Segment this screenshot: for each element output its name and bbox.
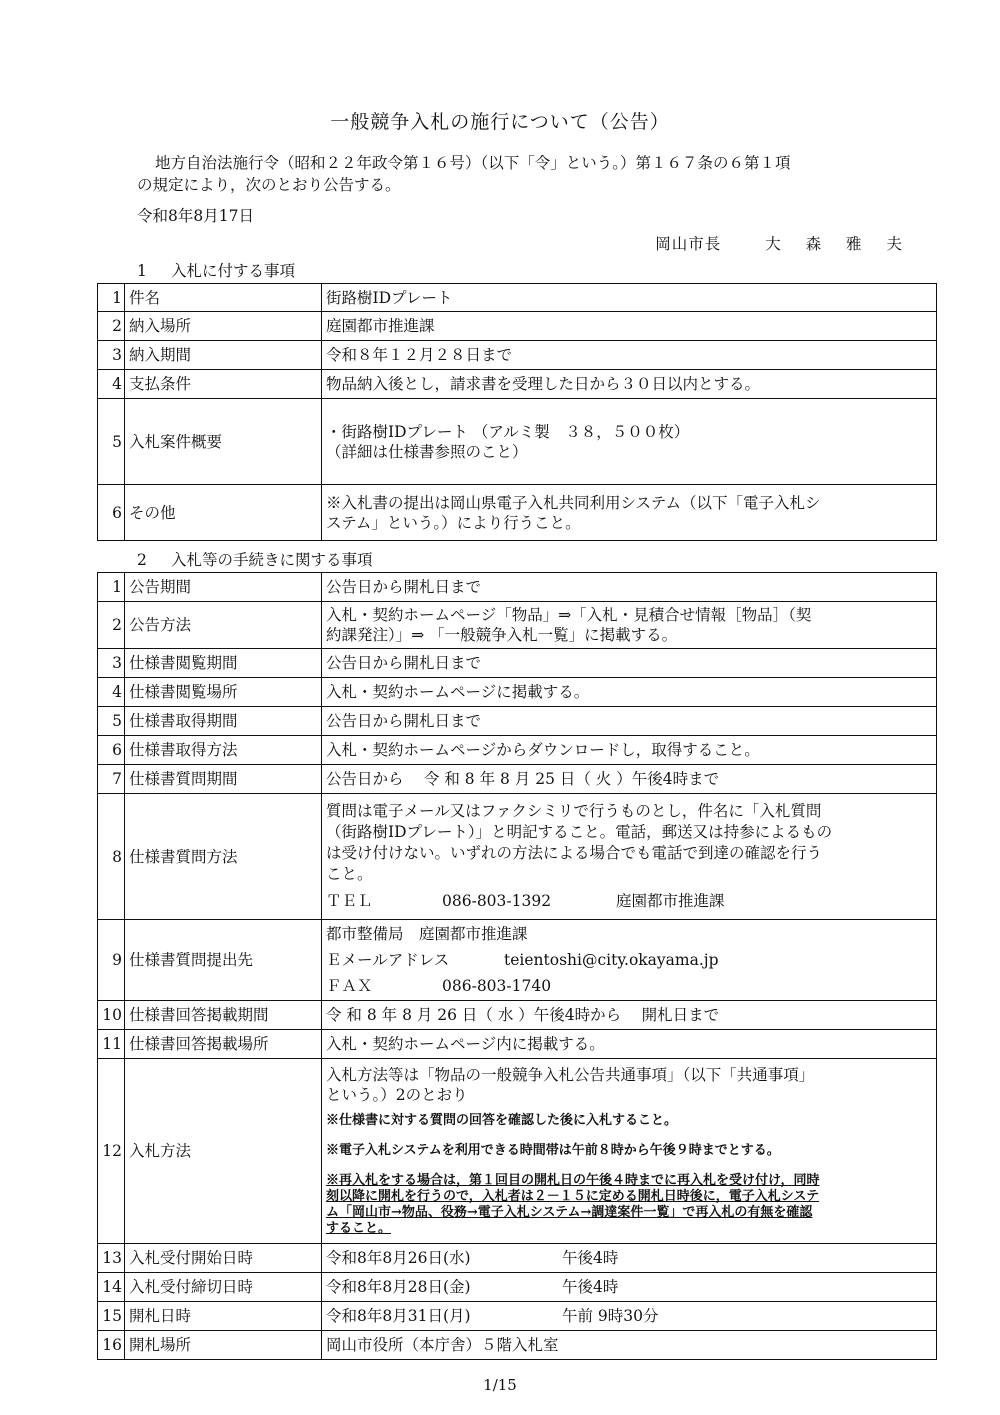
intro-line-2: の規定により，次のとおり公告する。 (137, 176, 401, 194)
row-number: 1 (98, 284, 125, 312)
row-label: 仕様書閲覧場所 (125, 678, 322, 707)
row-number: 11 (98, 1030, 125, 1059)
row-time: 午前 9時30分 (562, 1307, 659, 1325)
row-number: 6 (98, 736, 125, 765)
row-number: 5 (98, 399, 125, 485)
value-line: （街路樹IDプレート）」と明記すること。電話，郵送又は持参によるもの (326, 823, 833, 841)
row-number: 3 (98, 341, 125, 370)
table-row (98, 649, 937, 678)
table-row (98, 678, 937, 707)
row-number: 15 (98, 1302, 125, 1331)
note-line: ム「岡山市→物品、役務→電子入札システム→調達案件一覧」で再入札の有無を確認 (326, 1205, 813, 1220)
fax-label: ＦＡＸ (326, 977, 373, 995)
row-value: 物品納入後とし，請求書を受理した日から３０日以内とする。 (322, 370, 937, 399)
value-line: は受け付けない。いずれの方法による場合でも電話で到達の確認を行う (326, 844, 823, 862)
row-label: 入札案件概要 (125, 399, 322, 485)
row-value (322, 1273, 937, 1302)
row-label: 入札方法 (125, 1059, 322, 1244)
row-value (322, 794, 937, 920)
tel-department: 庭園都市推進課 (616, 892, 725, 910)
row-label: 入札受付締切日時 (125, 1273, 322, 1302)
note-line: ※再入札をする場合は，第１回目の開札日の午後４時までに再入札を受け付け，同時 (326, 1173, 820, 1188)
row-value (322, 1302, 937, 1331)
row-value (322, 1244, 937, 1273)
row-number: 8 (98, 794, 125, 920)
row-date: 令和8年8月26日(水) (326, 1249, 471, 1267)
notice-date: 令和8年8月17日 (137, 207, 254, 225)
row-label: 仕様書回答掲載期間 (125, 1001, 322, 1030)
section-1-number: 1 (137, 262, 147, 280)
table-row (98, 284, 937, 312)
value-line: という。）2のとおり (326, 1086, 468, 1104)
row-number: 5 (98, 707, 125, 736)
row-label: 仕様書取得方法 (125, 736, 322, 765)
row-label: 入札受付開始日時 (125, 1244, 322, 1273)
row-value: 入札・契約ホームページからダウンロードし，取得すること。 (322, 736, 937, 765)
section-2-title: 入札等の手続きに関する事項 (171, 551, 373, 569)
row-value: 入札・契約ホームページに掲載する。 (322, 678, 937, 707)
table-row (98, 399, 937, 485)
table-row (98, 312, 937, 341)
row-date: 令和8年8月28日(金) (326, 1278, 471, 1296)
table-row (98, 1244, 937, 1273)
row-value: 岡山市役所（本庁舎）５階入札室 (322, 1331, 937, 1360)
row-value: 令和８年１２月２８日まで (322, 341, 937, 370)
table-row (98, 707, 937, 736)
table-row (98, 341, 937, 370)
section-2-table (97, 572, 937, 1360)
fax-number: 086-803-1740 (442, 977, 552, 995)
row-value: 公告日から開札日まで (322, 649, 937, 678)
row-value (322, 920, 937, 1001)
row-value: 令 和 8 年 8 月 26 日（ 水 ）午後4時から 開札日まで (322, 1001, 937, 1030)
email-label: Ｅメールアドレス (326, 951, 450, 969)
row-number: 4 (98, 678, 125, 707)
table-row (98, 920, 937, 1001)
tel-number: 086-803-1392 (442, 892, 552, 910)
section-2-number: 2 (137, 551, 147, 569)
rebid-note (326, 1173, 932, 1237)
table-row (98, 573, 937, 602)
row-number: 4 (98, 370, 125, 399)
value-line: 入札方法等は「物品の一般競争入札公告共通事項」（以下「共通事項」 (326, 1066, 815, 1084)
value-line: ステム」という。）により行うこと。 (326, 513, 581, 532)
row-time: 午後4時 (562, 1278, 619, 1296)
table-row (98, 1273, 937, 1302)
row-value: 公告日から 令 和 8 年 8 月 25 日（ 火 ）午後4時まで (322, 765, 937, 794)
row-number: 7 (98, 765, 125, 794)
email-line (326, 947, 932, 973)
signature (655, 232, 912, 254)
row-value: 庭園都市推進課 (322, 312, 937, 341)
dept-line: 都市整備局 庭園都市推進課 (326, 925, 528, 943)
row-label: 仕様書閲覧期間 (125, 649, 322, 678)
row-label: 仕様書質問方法 (125, 794, 322, 920)
intro-line-1: 地方自治法施行令（昭和２２年政令第１６号）（以下「令」という。）第１６７条の６第１項 (155, 154, 791, 172)
value-line: 約課発注）」⇒ 「一般競争入札一覧」に掲載する。 (326, 626, 678, 644)
table-row (98, 370, 937, 399)
table-row (98, 485, 937, 541)
row-number: 14 (98, 1273, 125, 1302)
row-number: 12 (98, 1059, 125, 1244)
row-number: 9 (98, 920, 125, 1001)
row-label: 開札日時 (125, 1302, 322, 1331)
section-1-table (97, 283, 937, 541)
row-number: 13 (98, 1244, 125, 1273)
row-value: 公告日から開札日まで (322, 573, 937, 602)
row-value: 入札・契約ホームページ内に掲載する。 (322, 1030, 937, 1059)
row-label: 支払条件 (125, 370, 322, 399)
table-row (98, 1001, 937, 1030)
value-line: 入札・契約ホームページ「物品」⇒「入札・見積合せ情報［物品］（契 (326, 606, 812, 624)
value-line: ※入札書の提出は岡山県電子入札共同利用システム（以下「電子入札シ (326, 493, 821, 512)
table-row (98, 765, 937, 794)
value-line: ・街路樹IDプレート （アルミ製 ３８，５００枚） (326, 422, 690, 441)
row-label: 仕様書質問期間 (125, 765, 322, 794)
row-label: 仕様書取得期間 (125, 707, 322, 736)
page-number: 1/15 (483, 1376, 517, 1394)
table-row (98, 602, 937, 649)
signature-position: 岡山市長 (655, 235, 722, 253)
table-row (98, 1331, 937, 1360)
row-value: 街路樹IDプレート (322, 284, 937, 312)
value-line: 質問は電子メール又はファクシミリで行うものとし，件名に「入札質問 (326, 802, 822, 820)
table-row (98, 794, 937, 920)
value-line: （詳細は仕様書参照のこと） (326, 442, 528, 461)
note-line: ※電子入札システムを利用できる時間帯は午前８時から午後９時までとする。 (326, 1143, 780, 1158)
row-label: 仕様書質問提出先 (125, 920, 322, 1001)
row-label: 納入場所 (125, 312, 322, 341)
note-line: 刻以降に開札を行うので，入札者は２－１５に定める開札日時後に，電子入札システ (326, 1189, 820, 1204)
row-number: 2 (98, 312, 125, 341)
row-label: 公告期間 (125, 573, 322, 602)
page-title: 一般競争入札の施行について（公告） (330, 111, 670, 133)
row-value (322, 1059, 937, 1244)
row-label: その他 (125, 485, 322, 541)
row-number: 3 (98, 649, 125, 678)
row-number: 10 (98, 1001, 125, 1030)
row-time: 午後4時 (562, 1249, 619, 1267)
section-1-title: 入札に付する事項 (171, 262, 296, 280)
fax-line (326, 973, 932, 999)
row-date: 令和8年8月31日(月) (326, 1307, 471, 1325)
row-number: 1 (98, 573, 125, 602)
row-label: 公告方法 (125, 602, 322, 649)
row-value (322, 399, 937, 485)
tel-label: ＴＥＬ (326, 892, 373, 910)
row-label: 件名 (125, 284, 322, 312)
note-line: ※仕様書に対する質問の回答を確認した後に入札すること。 (326, 1113, 678, 1128)
row-label: 仕様書回答掲載場所 (125, 1030, 322, 1059)
table-row (98, 1302, 937, 1331)
table-row (98, 736, 937, 765)
email-address: teientoshi@city.okayama.jp (504, 951, 719, 969)
row-number: 2 (98, 602, 125, 649)
row-value: 公告日から開札日まで (322, 707, 937, 736)
note-line: すること。 (326, 1221, 392, 1236)
section-1-heading (137, 259, 295, 281)
row-number: 6 (98, 485, 125, 541)
row-value (322, 602, 937, 649)
row-number: 16 (98, 1331, 125, 1360)
tel-line (326, 891, 932, 912)
section-2-heading (137, 548, 373, 570)
table-row (98, 1059, 937, 1244)
table-row (98, 1030, 937, 1059)
row-label: 納入期間 (125, 341, 322, 370)
intro-paragraph (137, 152, 937, 196)
row-value (322, 485, 937, 541)
signature-name: 大 森 雅 夫 (765, 235, 912, 253)
row-label: 開札場所 (125, 1331, 322, 1360)
value-line: こと。 (326, 865, 373, 883)
